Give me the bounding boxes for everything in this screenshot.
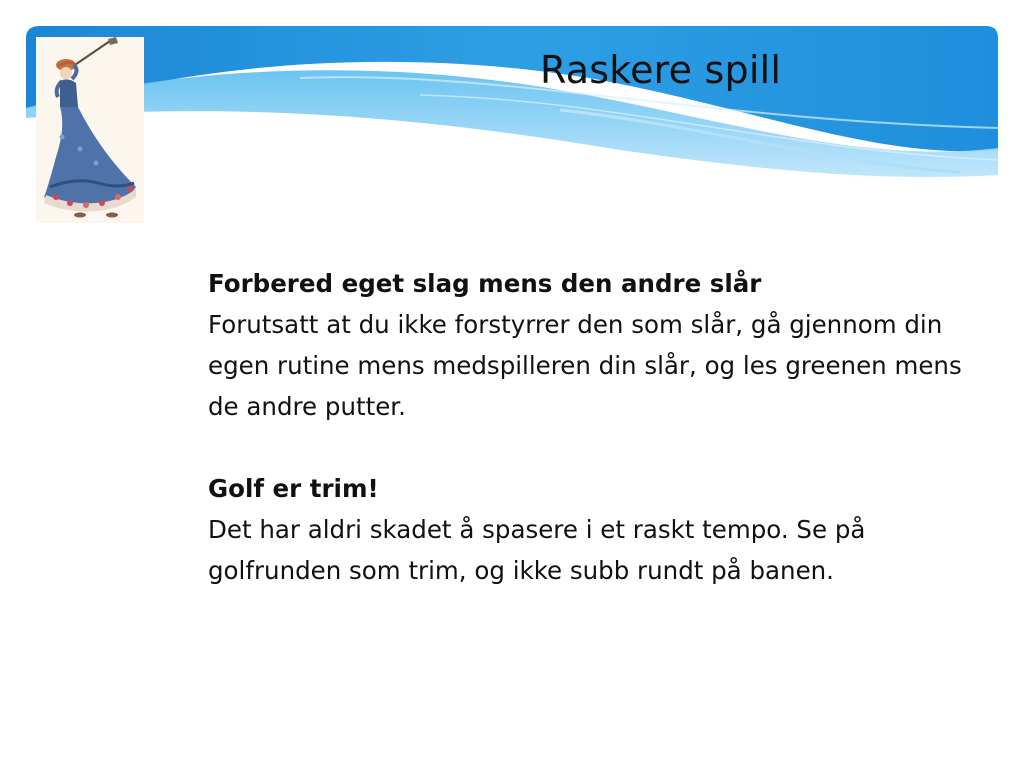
header-wave-banner [0, 0, 1024, 200]
section-heading: Forbered eget slag mens den andre slår [208, 269, 762, 298]
section-text: Det har aldri skadet å spasere i et raskt tempo. Se på golfrunden som trim, og ikke subb rundt på banen. [208, 515, 866, 585]
section-heading: Golf er trim! [208, 474, 379, 503]
paragraph-gap [208, 427, 998, 468]
slide-body [208, 263, 998, 591]
woman-golfer-illustration [36, 37, 144, 223]
slide-title: Raskere spill [540, 48, 782, 92]
section-text: Forutsatt at du ikke forstyrrer den som slår, gå gjennom din egen rutine mens medspilleren din slår, og les greenen mens de andre putter. [208, 310, 962, 421]
